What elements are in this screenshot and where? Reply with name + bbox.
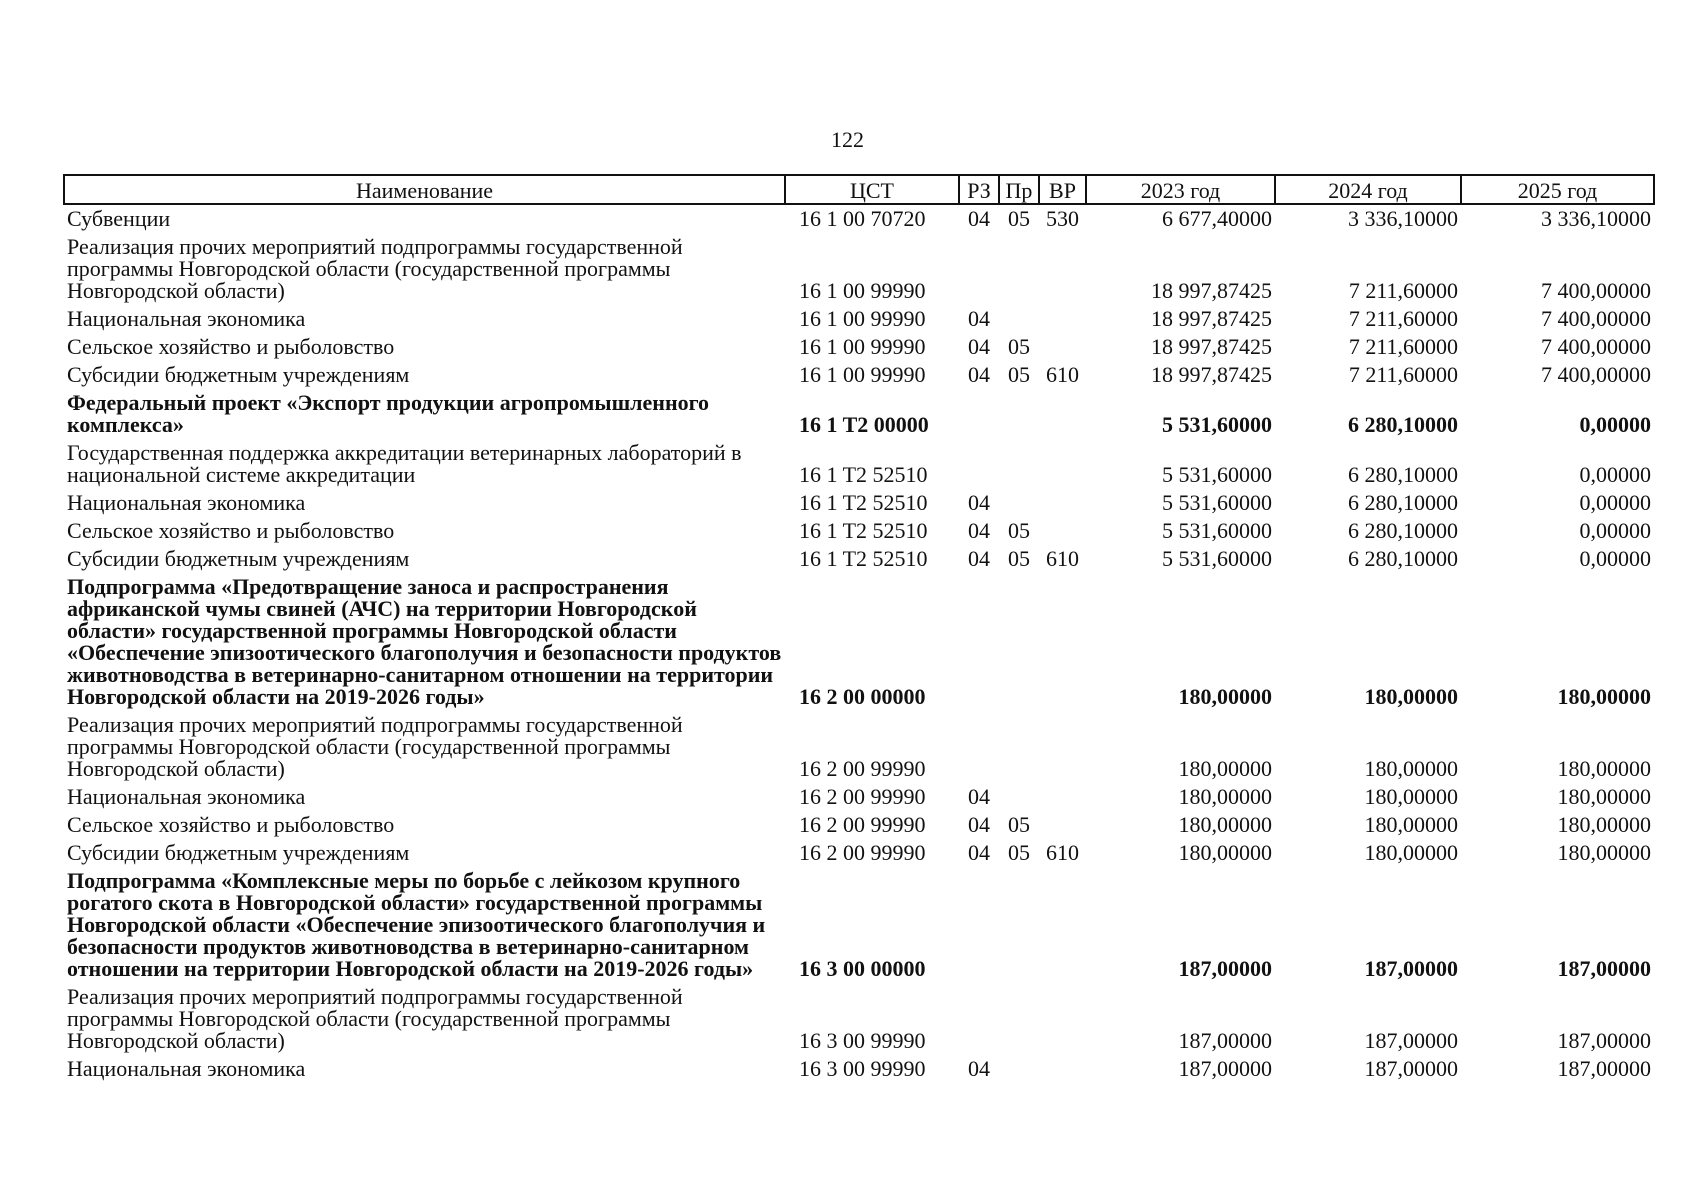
table-header-row — [64, 175, 1654, 204]
cell-2025: 180,00000 — [1557, 840, 1651, 865]
cell-vr — [1039, 1055, 1086, 1083]
table-row — [64, 333, 1654, 361]
cell-name: Национальная экономика — [67, 306, 306, 331]
cell-2024: 187,00000 — [1364, 1028, 1458, 1053]
cell-rz: 04 — [968, 334, 990, 359]
cell-2024: 6 280,10000 — [1348, 518, 1458, 543]
cell-cst: 16 3 00 00000 — [799, 956, 926, 981]
cell-vr: 610 — [1046, 362, 1079, 387]
cell-name: Реализация прочих мероприятий подпрограммы государственной программы Новгородской области (государственной программы Новгородской области) — [67, 234, 683, 303]
cell-2023: 5 531,60000 — [1162, 518, 1272, 543]
cell-pr: 05 — [1008, 840, 1030, 865]
cell-rz: 04 — [968, 518, 990, 543]
table-row — [64, 545, 1654, 573]
cell-2023: 5 531,60000 — [1162, 490, 1272, 515]
cell-2025: 0,00000 — [1579, 412, 1651, 437]
cell-cst: 16 2 00 99990 — [799, 756, 926, 781]
table-row — [64, 305, 1654, 333]
cell-2024: 180,00000 — [1364, 812, 1458, 837]
cell-name: Субсидии бюджетным учреждениям — [67, 546, 410, 571]
cell-2025: 180,00000 — [1557, 812, 1651, 837]
cell-2024: 180,00000 — [1364, 684, 1458, 709]
cell-rz: 04 — [968, 206, 990, 231]
cell-2023: 18 997,87425 — [1151, 334, 1272, 359]
cell-cst: 16 2 00 99990 — [799, 784, 926, 809]
cell-2025: 187,00000 — [1557, 1028, 1651, 1053]
table-row — [64, 361, 1654, 389]
cell-vr — [1039, 517, 1086, 545]
cell-vr — [1039, 389, 1086, 439]
cell-cst: 16 1 00 99990 — [799, 306, 926, 331]
cell-name: Реализация прочих мероприятий подпрограммы государственной программы Новгородской области (государственной программы Новгородской области) — [67, 984, 683, 1053]
cell-vr: 610 — [1046, 840, 1079, 865]
cell-vr: 530 — [1046, 206, 1079, 231]
cell-2023: 18 997,87425 — [1151, 278, 1272, 303]
table-row — [64, 233, 1654, 305]
cell-2024: 6 280,10000 — [1348, 546, 1458, 571]
cell-rz: 04 — [968, 784, 990, 809]
cell-2025: 7 400,00000 — [1541, 278, 1651, 303]
cell-rz — [959, 389, 999, 439]
cell-2023: 180,00000 — [1178, 756, 1272, 781]
cell-name: Субвенции — [67, 206, 171, 231]
cell-pr: 05 — [1008, 518, 1030, 543]
cell-2023: 180,00000 — [1178, 684, 1272, 709]
cell-2025: 7 400,00000 — [1541, 306, 1651, 331]
cell-cst: 16 1 T2 52510 — [799, 546, 928, 571]
cell-pr — [999, 305, 1039, 333]
cell-vr — [1039, 305, 1086, 333]
cell-2024: 3 336,10000 — [1348, 206, 1458, 231]
cell-cst: 16 1 00 99990 — [799, 278, 926, 303]
table-row — [64, 517, 1654, 545]
cell-2025: 0,00000 — [1579, 546, 1651, 571]
cell-cst: 16 2 00 99990 — [799, 840, 926, 865]
cell-2024: 187,00000 — [1364, 1056, 1458, 1081]
cell-rz — [959, 867, 999, 983]
cell-name: Подпрограмма «Предотвращение заноса и распространения африканской чумы свиней (АЧС) на территории Новгородской области» государственной программы Новгородской области «Обеспечение эпизоотического благополучия и безопасности продуктов животноводства в ветеринарно-санитарном отношении на территории Новгородской области на 2019-2026 годы» — [67, 574, 782, 709]
cell-pr: 05 — [1008, 206, 1030, 231]
cell-pr — [999, 233, 1039, 305]
cell-2024: 6 280,10000 — [1348, 412, 1458, 437]
header-2025: 2025 год — [1461, 175, 1654, 204]
cell-name: Сельское хозяйство и рыболовство — [67, 518, 395, 543]
cell-2023: 187,00000 — [1178, 1056, 1272, 1081]
cell-2023: 187,00000 — [1178, 956, 1272, 981]
cell-pr — [999, 783, 1039, 811]
cell-cst: 16 1 00 99990 — [799, 362, 926, 387]
table-body — [64, 204, 1654, 1083]
cell-2023: 5 531,60000 — [1162, 462, 1272, 487]
table-row — [64, 1055, 1654, 1083]
table-row — [64, 389, 1654, 439]
cell-cst: 16 1 T2 00000 — [799, 412, 929, 437]
cell-pr: 05 — [1008, 812, 1030, 837]
cell-name: Национальная экономика — [67, 490, 306, 515]
cell-2024: 6 280,10000 — [1348, 462, 1458, 487]
cell-2025: 187,00000 — [1557, 1056, 1651, 1081]
cell-name: Национальная экономика — [67, 1056, 306, 1081]
cell-2025: 0,00000 — [1579, 518, 1651, 543]
cell-name: Реализация прочих мероприятий подпрограммы государственной программы Новгородской области (государственной программы Новгородской области) — [67, 712, 683, 781]
cell-2024: 7 211,60000 — [1348, 278, 1458, 303]
cell-rz — [959, 983, 999, 1055]
cell-2023: 187,00000 — [1178, 1028, 1272, 1053]
cell-pr — [999, 711, 1039, 783]
cell-2025: 7 400,00000 — [1541, 334, 1651, 359]
cell-pr — [999, 1055, 1039, 1083]
cell-vr — [1039, 783, 1086, 811]
cell-rz: 04 — [968, 1056, 990, 1081]
cell-pr — [999, 489, 1039, 517]
cell-name: Государственная поддержка аккредитации ветеринарных лабораторий в национальной системе аккредитации — [67, 440, 742, 487]
header-2024: 2024 год — [1275, 175, 1461, 204]
cell-cst: 16 1 00 99990 — [799, 334, 926, 359]
cell-2024: 180,00000 — [1364, 756, 1458, 781]
cell-pr: 05 — [1008, 546, 1030, 571]
table-row — [64, 439, 1654, 489]
header-vr: ВР — [1039, 175, 1086, 204]
cell-rz — [959, 233, 999, 305]
cell-2024: 7 211,60000 — [1348, 306, 1458, 331]
cell-2025: 180,00000 — [1557, 684, 1651, 709]
cell-2024: 180,00000 — [1364, 840, 1458, 865]
header-rz: РЗ — [959, 175, 999, 204]
cell-2024: 180,00000 — [1364, 784, 1458, 809]
cell-name: Национальная экономика — [67, 784, 306, 809]
cell-vr — [1039, 233, 1086, 305]
table-row — [64, 573, 1654, 711]
cell-name: Федеральный проект «Экспорт продукции агропромышленного комплекса» — [67, 390, 710, 437]
cell-pr — [999, 983, 1039, 1055]
cell-cst: 16 1 T2 52510 — [799, 518, 928, 543]
cell-rz — [959, 711, 999, 783]
cell-vr: 610 — [1046, 546, 1079, 571]
cell-cst: 16 1 T2 52510 — [799, 490, 928, 515]
cell-2025: 187,00000 — [1557, 956, 1651, 981]
cell-rz: 04 — [968, 306, 990, 331]
cell-vr — [1039, 573, 1086, 711]
cell-2025: 180,00000 — [1557, 756, 1651, 781]
budget-table — [63, 174, 1655, 1083]
cell-pr — [999, 439, 1039, 489]
cell-2023: 180,00000 — [1178, 840, 1272, 865]
cell-pr — [999, 573, 1039, 711]
header-pr: Пр — [999, 175, 1039, 204]
cell-2023: 180,00000 — [1178, 784, 1272, 809]
table-row — [64, 867, 1654, 983]
cell-vr — [1039, 333, 1086, 361]
cell-2023: 5 531,60000 — [1162, 546, 1272, 571]
page-number: 122 — [831, 127, 864, 152]
cell-2024: 6 280,10000 — [1348, 490, 1458, 515]
cell-2023: 18 997,87425 — [1151, 306, 1272, 331]
cell-2024: 187,00000 — [1364, 956, 1458, 981]
cell-name: Субсидии бюджетным учреждениям — [67, 362, 410, 387]
cell-cst: 16 2 00 99990 — [799, 812, 926, 837]
cell-rz — [959, 439, 999, 489]
cell-rz: 04 — [968, 812, 990, 837]
table-row — [64, 839, 1654, 867]
cell-cst: 16 2 00 00000 — [799, 684, 926, 709]
cell-2025: 180,00000 — [1557, 784, 1651, 809]
cell-2024: 7 211,60000 — [1348, 334, 1458, 359]
cell-pr: 05 — [1008, 334, 1030, 359]
cell-vr — [1039, 439, 1086, 489]
cell-pr — [999, 867, 1039, 983]
cell-2023: 18 997,87425 — [1151, 362, 1272, 387]
table-row — [64, 204, 1654, 233]
cell-cst: 16 1 00 70720 — [799, 206, 926, 231]
cell-name: Сельское хозяйство и рыболовство — [67, 812, 395, 837]
cell-2023: 180,00000 — [1178, 812, 1272, 837]
header-cst: ЦСТ — [785, 175, 959, 204]
cell-name: Подпрограмма «Комплексные меры по борьбе с лейкозом крупного рогатого скота в Новгородской области» государственной программы Новгородской области «Обеспечение эпизоотического благополучия и безопасности продуктов животноводства в ветеринарно-санитарном отношении на территории Новгородской области на 2019-2026 годы» — [67, 868, 766, 981]
cell-rz: 04 — [968, 490, 990, 515]
header-name: Наименование — [64, 175, 785, 204]
cell-name: Сельское хозяйство и рыболовство — [67, 334, 395, 359]
cell-vr — [1039, 983, 1086, 1055]
cell-rz — [959, 573, 999, 711]
cell-2023: 5 531,60000 — [1162, 412, 1272, 437]
cell-vr — [1039, 867, 1086, 983]
cell-cst: 16 3 00 99990 — [799, 1028, 926, 1053]
cell-2024: 7 211,60000 — [1348, 362, 1458, 387]
cell-cst: 16 3 00 99990 — [799, 1056, 926, 1081]
table-row — [64, 783, 1654, 811]
cell-rz: 04 — [968, 362, 990, 387]
cell-2025: 0,00000 — [1579, 490, 1651, 515]
table-row — [64, 711, 1654, 783]
table-row — [64, 983, 1654, 1055]
cell-pr: 05 — [1008, 362, 1030, 387]
cell-2025: 3 336,10000 — [1541, 206, 1651, 231]
cell-rz: 04 — [968, 546, 990, 571]
cell-rz: 04 — [968, 840, 990, 865]
header-2023: 2023 год — [1086, 175, 1275, 204]
cell-vr — [1039, 811, 1086, 839]
cell-pr — [999, 389, 1039, 439]
cell-2023: 6 677,40000 — [1162, 206, 1272, 231]
table-row — [64, 489, 1654, 517]
cell-vr — [1039, 711, 1086, 783]
cell-name: Субсидии бюджетным учреждениям — [67, 840, 410, 865]
cell-vr — [1039, 489, 1086, 517]
cell-2025: 0,00000 — [1579, 462, 1651, 487]
cell-2025: 7 400,00000 — [1541, 362, 1651, 387]
cell-cst: 16 1 T2 52510 — [799, 462, 928, 487]
table-row — [64, 811, 1654, 839]
